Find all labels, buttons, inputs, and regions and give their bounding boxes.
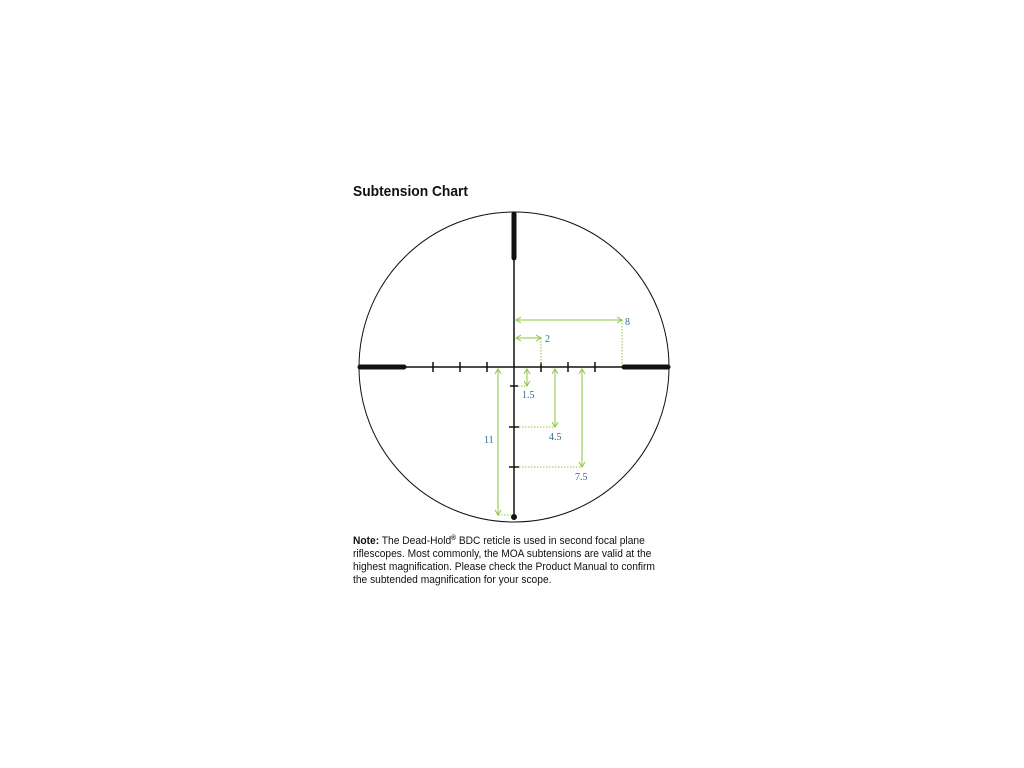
label-8: 8 — [625, 317, 630, 328]
label-7-5: 7.5 — [575, 472, 588, 483]
label-1-5: 1.5 — [522, 390, 535, 401]
label-2: 2 — [545, 334, 550, 345]
registered-mark: ® — [451, 535, 456, 542]
measure-1-5 — [518, 369, 530, 386]
label-11: 11 — [484, 435, 494, 446]
bottom-aim-dot — [511, 514, 517, 520]
note-body: BDC reticle is used in second focal plane riflescopes. Most commonly, the MOA subtensions are valid at the highest magnification. Please check the Product Manual to confirm the subtended magnification for your scope. — [353, 535, 655, 586]
measure-8 — [516, 317, 622, 364]
label-4-5: 4.5 — [549, 432, 562, 443]
note-brand: The Dead-Hold — [381, 535, 452, 547]
measure-2 — [516, 335, 541, 364]
reticle-diagram — [340, 205, 690, 525]
chart-title: Subtension Chart — [353, 183, 469, 200]
measure-11 — [495, 369, 511, 515]
footnote — [353, 535, 669, 587]
note-lead: Note: — [353, 535, 380, 547]
